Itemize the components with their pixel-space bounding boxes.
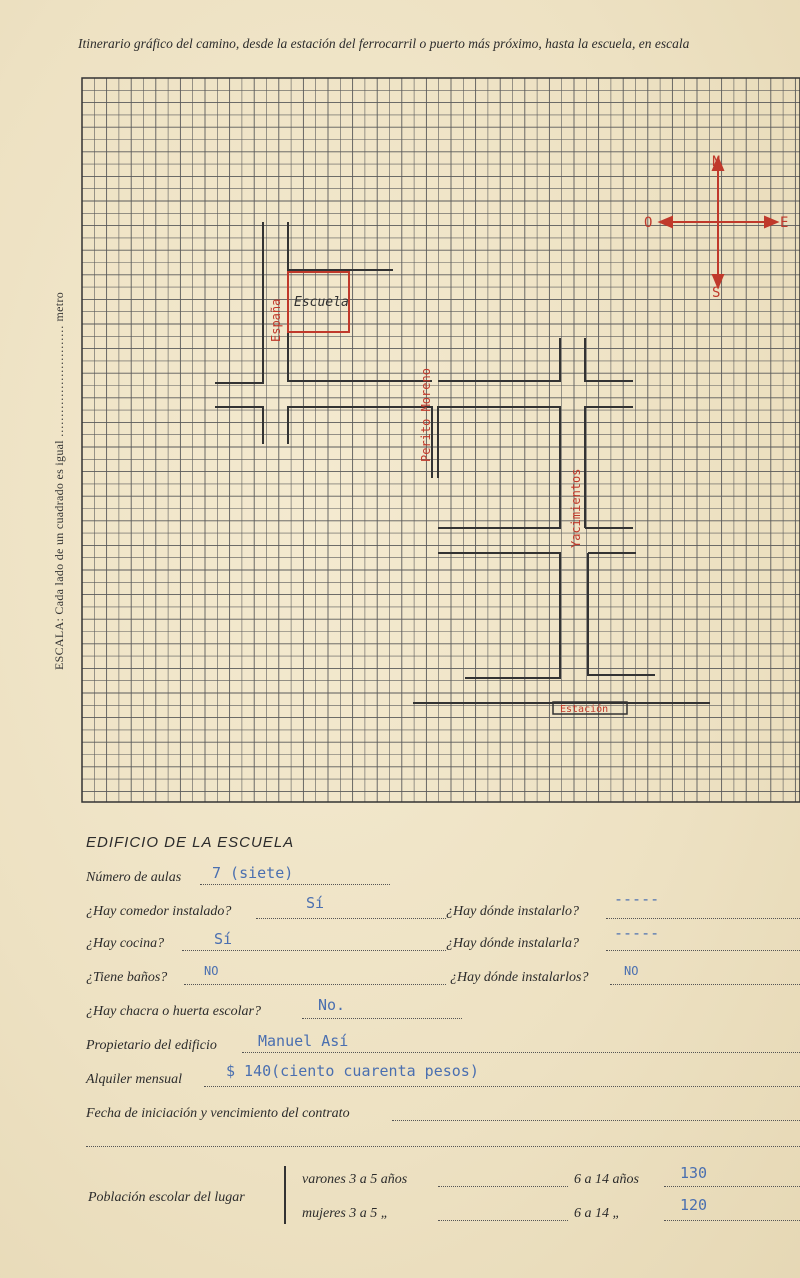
dotline xyxy=(438,1220,568,1221)
value-cocina: Sí xyxy=(214,930,233,948)
compass-south: S xyxy=(712,285,721,301)
dotline xyxy=(256,918,446,919)
dotline xyxy=(182,950,446,951)
row-fecha xyxy=(86,1104,800,1126)
value-numero-aulas: 7 (siete) xyxy=(212,864,294,882)
label-cocina: ¿Hay cocina? xyxy=(86,936,165,951)
value-banos: NO xyxy=(204,964,219,978)
label-numero-aulas: Número de aulas xyxy=(86,870,182,885)
row-chacra xyxy=(86,996,800,1024)
row-cocina xyxy=(86,924,800,956)
row-alquiler xyxy=(86,1062,800,1092)
dotline xyxy=(302,1018,462,1019)
row-propietario xyxy=(86,1032,800,1058)
label-fecha: Fecha de iniciación y vencimiento del contrato xyxy=(86,1106,350,1121)
value-comedor-donde: ----- xyxy=(614,890,660,908)
scale-suffix: metro xyxy=(52,291,66,322)
value-cocina-donde: ----- xyxy=(614,924,660,942)
value-propietario: Manuel Así xyxy=(258,1032,349,1050)
value-mujeres: 120 xyxy=(680,1196,708,1214)
label-varones: varones 3 a 5 años xyxy=(302,1172,408,1187)
label-cocina-donde: ¿Hay dónde instalarla? xyxy=(446,936,579,951)
value-alquiler: $ 140(ciento cuarenta pesos) xyxy=(226,1062,479,1080)
label-escuela: Escuela xyxy=(294,295,349,310)
label-varones-6-14: 6 a 14 años xyxy=(574,1172,639,1187)
label-yacimientos: Yacimientos xyxy=(569,468,583,548)
blank-dotline xyxy=(86,1146,800,1147)
row-comedor xyxy=(86,890,800,924)
row-varones xyxy=(302,1164,800,1194)
label-mujeres: mujeres 3 a 5 „ xyxy=(302,1206,389,1221)
label-poblacion: Población escolar del lugar xyxy=(88,1190,245,1205)
dotline xyxy=(242,1052,800,1053)
dotline xyxy=(184,984,446,985)
value-varones: 130 xyxy=(680,1164,708,1182)
dotline xyxy=(606,950,800,951)
compass-west: O xyxy=(644,215,653,231)
label-estacion: Estación xyxy=(560,704,609,715)
dotline xyxy=(610,984,800,985)
dotline xyxy=(392,1120,800,1121)
value-chacra: No. xyxy=(318,996,346,1014)
dotline xyxy=(664,1220,800,1221)
value-banos-donde: NO xyxy=(624,964,639,978)
label-comedor-donde: ¿Hay dónde instalarlo? xyxy=(446,904,579,919)
itinerary-heading: Itinerario gráfico del camino, desde la estación del ferrocarril o puerto más próximo, hasta la escuela, en escala xyxy=(78,36,690,51)
dotline xyxy=(200,884,390,885)
compass-rose xyxy=(660,158,777,287)
label-perito-moreno: Perito Moreno xyxy=(419,368,433,462)
graph-paper-grid xyxy=(82,78,800,802)
scale-prefix: ESCALA: Cada lado de un cuadrado es igual xyxy=(52,440,66,670)
row-numero-aulas xyxy=(86,864,800,890)
value-comedor: Sí xyxy=(306,894,325,912)
compass-north: N xyxy=(712,154,721,170)
label-propietario: Propietario del edificio xyxy=(86,1038,217,1053)
row-mujeres xyxy=(302,1196,800,1228)
poblacion-label-row xyxy=(88,1190,288,1212)
compass-east: E xyxy=(780,215,789,231)
poblacion-brace xyxy=(284,1166,290,1224)
label-espana: España xyxy=(269,298,283,342)
dotline xyxy=(204,1086,800,1087)
dotline xyxy=(664,1186,800,1187)
row-banos xyxy=(86,964,800,990)
label-comedor: ¿Hay comedor instalado? xyxy=(86,904,232,919)
label-banos-donde: ¿Hay dónde instalarlos? xyxy=(450,970,589,985)
label-chacra: ¿Hay chacra o huerta escolar? xyxy=(86,1004,261,1019)
dotline xyxy=(438,1186,568,1187)
section-title: EDIFICIO DE LA ESCUELA xyxy=(86,834,295,851)
dotline xyxy=(606,918,800,919)
scale-dots: ............................ xyxy=(52,324,66,437)
label-alquiler: Alquiler mensual xyxy=(86,1072,183,1087)
label-mujeres-6-14: 6 a 14 „ xyxy=(574,1206,621,1221)
label-banos: ¿Tiene baños? xyxy=(86,970,168,985)
